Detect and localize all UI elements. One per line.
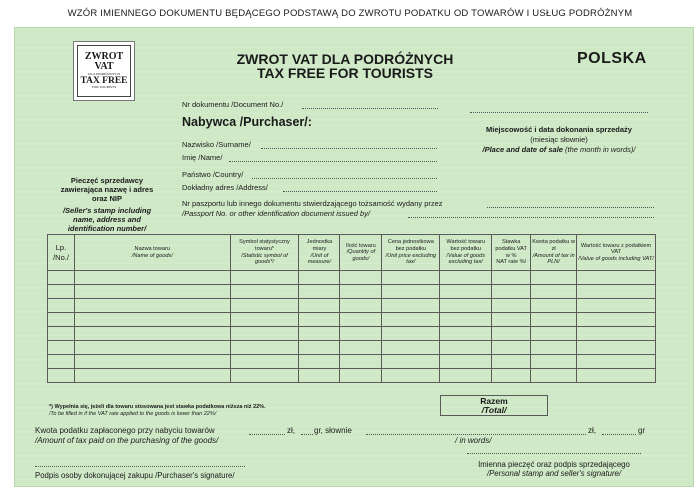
table-cell[interactable] (48, 299, 75, 313)
table-cell[interactable] (299, 327, 340, 341)
document-caption: WZÓR IMIENNEGO DOKUMENTU BĘDĄCEGO PODSTAWĄ DO ZWROTU PODATKU OD TOWARÓW I USŁUG PODRÓŻNYM (67, 8, 633, 19)
col-header-name: Nazwa towaru /Name of goods/ (74, 235, 230, 271)
stamp-label-en-3: identification number/ (67, 224, 147, 233)
logo-line-1: ZWROT (84, 50, 124, 62)
table-cell[interactable] (531, 327, 577, 341)
table-cell[interactable] (48, 271, 75, 285)
table-cell[interactable] (382, 355, 440, 369)
stamp-label-en-2: name, address and (73, 215, 141, 224)
document-number-field[interactable] (302, 108, 438, 109)
surname-label: Nazwisko /Surname/ (182, 140, 251, 149)
table-cell[interactable] (577, 327, 656, 341)
table-row (48, 271, 656, 285)
table-cell[interactable] (382, 327, 440, 341)
table-cell[interactable] (492, 271, 531, 285)
table-cell[interactable] (230, 327, 299, 341)
stamp-label-pl-2: zawierająca nazwę i adres (60, 185, 154, 194)
purchaser-signature-label: Podpis osoby dokonującej zakupu /Purchaser's signature/ (35, 471, 235, 480)
logo-line-2: VAT (94, 61, 114, 73)
tax-paid-words-field[interactable] (366, 434, 586, 435)
place-label-en: /Place and date of sale (482, 145, 563, 154)
table-cell[interactable] (299, 299, 340, 313)
seller-stamp-area (49, 176, 165, 233)
table-cell[interactable] (74, 285, 230, 299)
table-cell[interactable] (48, 327, 75, 341)
table-cell[interactable] (299, 369, 340, 383)
table-cell[interactable] (382, 369, 440, 383)
seller-signature-field[interactable] (467, 453, 641, 454)
table-cell[interactable] (531, 271, 577, 285)
form-title-pl: ZWROT VAT DLA PODRÓŻNYCH (236, 51, 454, 67)
total-label-en: /Total/ (481, 405, 507, 415)
table-cell[interactable] (230, 313, 299, 327)
table-cell[interactable] (74, 327, 230, 341)
table-cell[interactable] (340, 313, 382, 327)
total-label-pl: Razem (480, 396, 508, 406)
table-cell[interactable] (440, 369, 492, 383)
tax-paid-label-en: /Amount of tax paid on the purchasing of the goods/ (35, 436, 219, 445)
table-cell[interactable] (440, 341, 492, 355)
logo-line-3: DLA PODRÓŻNYCH (88, 71, 120, 76)
document-number-label: Nr dokumentu /Document No./ (182, 100, 284, 109)
table-row (48, 285, 656, 299)
tax-paid-zl-field[interactable] (249, 434, 285, 435)
passport-label-pl: Nr paszportu lub innego dokumentu stwierdzającego tożsamość wydany przez (182, 199, 443, 208)
table-cell[interactable] (74, 369, 230, 383)
table-cell[interactable] (492, 313, 531, 327)
stamp-label-en-1: /Seller's stamp including (62, 206, 152, 215)
footnote (49, 404, 266, 418)
passport-label-en: /Passport No. or other identification document issued by/ (182, 209, 371, 218)
address-label: Dokładny adres /Address/ (182, 183, 268, 192)
table-row (48, 299, 656, 313)
name-label: Imię /Name/ (182, 153, 223, 162)
table-cell[interactable] (340, 327, 382, 341)
table-cell[interactable] (48, 313, 75, 327)
table-cell[interactable] (382, 299, 440, 313)
table-cell[interactable] (440, 271, 492, 285)
table-cell[interactable] (440, 355, 492, 369)
table-cell[interactable] (340, 369, 382, 383)
table-cell[interactable] (440, 327, 492, 341)
table-cell[interactable] (492, 369, 531, 383)
table-cell[interactable] (230, 299, 299, 313)
col-header-value-gross: Wartość towaru z podatkiem VAT /Value of goods including VAT/ (577, 235, 656, 271)
table-cell[interactable] (48, 369, 75, 383)
table-cell[interactable] (440, 285, 492, 299)
country-label: POLSKA (577, 50, 647, 67)
col-header-value-net: Wartość towaru bez podatku /Value of goods excluding tax/ (440, 235, 492, 271)
table-cell[interactable] (74, 271, 230, 285)
table-row (48, 341, 656, 355)
table-cell[interactable] (382, 313, 440, 327)
goods-table-header (48, 235, 656, 271)
table-cell[interactable] (531, 313, 577, 327)
tax-paid-in-words: / in words/ (455, 436, 492, 445)
table-cell[interactable] (531, 299, 577, 313)
seller-signature-label-pl: Imienna pieczęć oraz podpis sprzedającego (478, 460, 630, 469)
place-label-pl-sub: (miesiąc słownie) (530, 135, 588, 144)
table-cell[interactable] (382, 271, 440, 285)
table-cell[interactable] (299, 271, 340, 285)
form-title (235, 52, 455, 80)
table-cell[interactable] (440, 299, 492, 313)
table-cell[interactable] (577, 341, 656, 355)
goods-table (47, 234, 656, 383)
table-cell[interactable] (382, 285, 440, 299)
table-cell[interactable] (299, 355, 340, 369)
logo-line-4: TAX FREE (80, 75, 128, 86)
tax-free-form (14, 27, 694, 487)
col-header-symbol: Symbol statystyczny towaru* /Statistic symbol of goods*/ (230, 235, 299, 271)
passport-field-2[interactable] (408, 217, 654, 218)
table-cell[interactable] (230, 341, 299, 355)
table-row (48, 327, 656, 341)
country-field[interactable] (252, 178, 437, 179)
passport-field[interactable] (487, 207, 654, 208)
tax-paid-zl: zł, (287, 426, 295, 435)
purchaser-signature-field[interactable] (35, 466, 245, 467)
table-cell[interactable] (577, 271, 656, 285)
table-cell[interactable] (48, 285, 75, 299)
table-cell[interactable] (230, 285, 299, 299)
table-cell[interactable] (299, 313, 340, 327)
table-cell[interactable] (492, 285, 531, 299)
table-cell[interactable] (577, 313, 656, 327)
purchaser-heading: Nabywca /Purchaser/: (182, 115, 312, 129)
tax-free-logo (73, 41, 135, 101)
table-cell[interactable] (340, 355, 382, 369)
table-cell[interactable] (440, 313, 492, 327)
table-cell[interactable] (577, 369, 656, 383)
table-cell[interactable] (577, 355, 656, 369)
table-cell[interactable] (74, 299, 230, 313)
place-label-en-sub: (the month in words)/ (565, 145, 636, 154)
footnote-pl: *) Wypełnia się, jeżeli dla towaru stosowana jest stawka podatkowa niższa niż 22%. (49, 404, 266, 410)
tax-paid-label-pl: Kwota podatku zapłaconego przy nabyciu towarów (35, 426, 215, 435)
stamp-label-pl-1: Pieczęć sprzedawcy (70, 176, 144, 185)
table-cell[interactable] (74, 355, 230, 369)
tax-paid-gr-field-2[interactable] (602, 434, 636, 435)
table-row (48, 355, 656, 369)
table-row (48, 369, 656, 383)
table-cell[interactable] (577, 285, 656, 299)
table-cell[interactable] (230, 355, 299, 369)
country-field-label: Państwo /Country/ (182, 170, 244, 179)
footnote-en: /To be filled in if the VAT rate applied to the goods is lower than 22%/ (49, 411, 217, 417)
table-cell[interactable] (531, 355, 577, 369)
col-header-tax-amount: Kwota podatku w zł /Amount of tax in PLN/ (531, 235, 577, 271)
table-cell[interactable] (577, 299, 656, 313)
table-cell[interactable] (299, 341, 340, 355)
form-title-en: TAX FREE FOR TOURISTS (256, 65, 434, 81)
surname-field[interactable] (261, 148, 437, 149)
address-field[interactable] (283, 191, 437, 192)
tax-paid-gr-words: gr, słownie (314, 426, 352, 435)
table-row (48, 313, 656, 327)
table-cell[interactable] (531, 285, 577, 299)
table-cell[interactable] (48, 355, 75, 369)
tax-paid-zl-2: zł, (588, 426, 596, 435)
stamp-label-pl-3: oraz NIP (91, 194, 122, 203)
place-date-of-sale (470, 125, 648, 155)
table-cell[interactable] (340, 341, 382, 355)
table-cell[interactable] (382, 341, 440, 355)
table-cell[interactable] (340, 285, 382, 299)
table-cell[interactable] (531, 341, 577, 355)
col-header-quantity: Ilość towaru /Quantity of goods/ (340, 235, 382, 271)
table-cell[interactable] (492, 327, 531, 341)
table-cell[interactable] (340, 299, 382, 313)
col-header-unit: Jednostka miary /Unit of measure/ (299, 235, 340, 271)
name-field[interactable] (229, 161, 437, 162)
table-cell[interactable] (340, 271, 382, 285)
tax-paid-gr-2: gr (638, 426, 646, 435)
table-cell[interactable] (230, 271, 299, 285)
place-date-field[interactable] (470, 112, 648, 113)
logo-line-5: FOR TOURISTS (91, 85, 117, 90)
tax-paid-gr-field[interactable] (301, 434, 313, 435)
table-cell[interactable] (74, 313, 230, 327)
table-cell[interactable] (492, 341, 531, 355)
table-cell[interactable] (230, 369, 299, 383)
table-cell[interactable] (492, 299, 531, 313)
place-label-pl: Miejscowość i data dokonania sprzedaży (486, 125, 632, 134)
table-cell[interactable] (299, 285, 340, 299)
col-header-unit-price: Cena jednostkowa bez podatku /Unit price excluding tax/ (382, 235, 440, 271)
total-box (440, 395, 548, 416)
col-header-no: Lp. /No./ (48, 235, 75, 271)
seller-signature-label-en: /Personal stamp and seller's signature/ (486, 469, 622, 478)
table-cell[interactable] (492, 355, 531, 369)
table-cell[interactable] (48, 341, 75, 355)
table-cell[interactable] (531, 369, 577, 383)
col-header-vat-rate: Stawka podatku VAT w % NAT rate %/ (492, 235, 531, 271)
table-cell[interactable] (74, 341, 230, 355)
